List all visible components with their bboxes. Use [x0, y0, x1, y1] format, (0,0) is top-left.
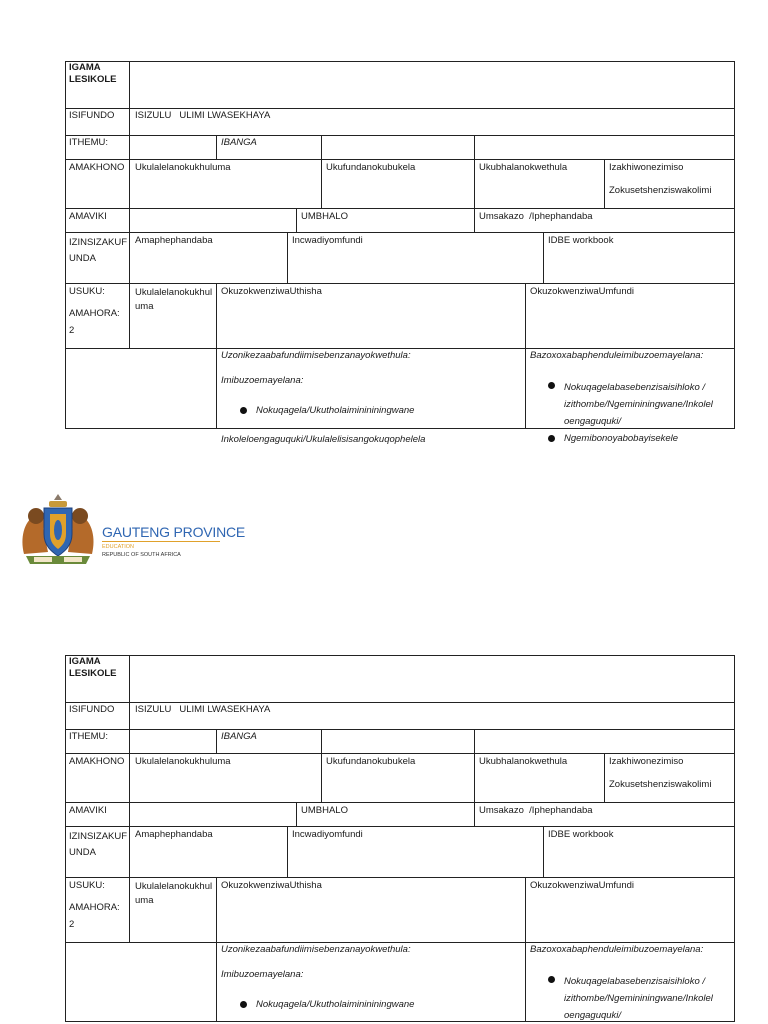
text-label: UMBHALO [301, 211, 348, 222]
learner-bullet-2: Ngemibonoyabobayisekele [564, 433, 679, 444]
teacher-activities-label: OkuzokwenziwaUthisha [221, 880, 322, 891]
resource-learner-book: Incwadiyomfundi [292, 829, 363, 840]
grade-label: IBANGA [221, 137, 257, 148]
teacher-instruction: Uzonikezaabafundiimisebenzanayokwethula: [221, 350, 411, 361]
skill-writing: Ukubhalanokwethula [479, 756, 568, 767]
learner-bullet-1: Nokuqagelabasebenzisaisihloko / izithombe/Ngemininingwane/Inkolel oengaguquki/ [564, 382, 713, 427]
learner-bullet-1: Nokuqagelabasebenzisaisihloko / izithombe/Ngemininingwane/Inkolel oengaguquki/ [564, 976, 713, 1021]
learner-instruction: Bazoxoxabaphenduleimibuzoemayelana: [530, 350, 704, 361]
activity-listening: Ukulalelanokukhuluma [135, 287, 213, 312]
resources-label: IZINSIZAKUFUNDA [69, 831, 128, 858]
learner-activities-label: OkuzokwenziwaUmfundi [530, 880, 635, 891]
skills-label: AMAKHONO [69, 162, 125, 173]
teacher-bullet-2: Inkoleloengaguquki/Ukulalelisisangokuqophelela [221, 434, 426, 445]
hours-label: AMAHORA: [69, 308, 120, 319]
skill-language-1: Izakhiwonezimiso [609, 162, 684, 173]
resource-workbook: IDBE workbook [548, 829, 614, 840]
subject-label: ISIFUNDO [69, 704, 115, 715]
skill-reading: Ukufundanokubukela [326, 756, 416, 767]
lesson-plan-form-1 [65, 61, 735, 451]
bullet-icon [548, 382, 555, 389]
skill-language-1: Izakhiwonezimiso [609, 756, 684, 767]
activity-listening: Ukulalelanokukhuluma [135, 881, 213, 906]
teacher-bullet-1: Nokuqagela/Ukutholaiminininingwane [256, 405, 415, 416]
skill-listening: Ukulalelanokukhuluma [135, 162, 231, 173]
school-name-label: IGAMA LESIKOLE [69, 62, 117, 85]
teacher-instruction: Uzonikezaabafundiimisebenzanayokwethula: [221, 944, 411, 955]
learner-instruction: Bazoxoxabaphenduleimibuzoemayelana: [530, 944, 704, 955]
weeks-label: AMAVIKI [69, 211, 107, 222]
subject-value: ISIZULU ULIMI LWASEKHAYA [135, 704, 271, 715]
hours-value: 2 [69, 325, 75, 336]
coat-of-arms-icon [16, 494, 100, 568]
teacher-activities-label: OkuzokwenziwaUthisha [221, 286, 322, 297]
date-label: USUKU: [69, 286, 105, 297]
skill-writing: Ukubhalanokwethula [479, 162, 568, 173]
skill-reading: Ukufundanokubukela [326, 162, 416, 173]
logo-title: GAUTENG PROVINCE [102, 524, 246, 540]
resource-newspaper: Amaphephandaba [135, 829, 213, 840]
resources-label: IZINSIZAKUFUNDA [69, 237, 128, 264]
source-label: Umsakazo /Iphephandaba [479, 211, 593, 222]
date-label: USUKU: [69, 880, 105, 891]
learner-activities-label: OkuzokwenziwaUmfundi [530, 286, 635, 297]
bullet-icon [240, 407, 247, 414]
skills-label: AMAKHONO [69, 756, 125, 767]
hours-label: AMAHORA: [69, 902, 120, 913]
source-label: Umsakazo /Iphephandaba [479, 805, 593, 816]
resource-learner-book: Incwadiyomfundi [292, 235, 363, 246]
text-label: UMBHALO [301, 805, 348, 816]
bullet-icon [240, 1001, 247, 1008]
resource-workbook: IDBE workbook [548, 235, 614, 246]
logo-subtitle-education: EDUCATION [102, 544, 134, 550]
subject-label: ISIFUNDO [69, 110, 115, 121]
hours-value: 2 [69, 919, 75, 930]
skill-language-2: Zokusetshenziswakolimi [609, 185, 712, 196]
skill-language-2: Zokusetshenziswakolimi [609, 779, 712, 790]
resource-newspaper: Amaphephandaba [135, 235, 213, 246]
bullet-icon [548, 435, 555, 442]
grade-label: IBANGA [221, 731, 257, 742]
theme-label: ITHEMU: [69, 731, 109, 742]
teacher-bullet-1: Nokuqagela/Ukutholaiminininingwane [256, 999, 415, 1010]
questions-about: Imibuzoemayelana: [221, 969, 304, 980]
gauteng-logo [16, 492, 246, 572]
questions-about: Imibuzoemayelana: [221, 375, 304, 386]
logo-divider [102, 541, 220, 542]
skill-listening: Ukulalelanokukhuluma [135, 756, 231, 767]
weeks-label: AMAVIKI [69, 805, 107, 816]
bullet-icon [548, 976, 555, 983]
theme-label: ITHEMU: [69, 137, 109, 148]
school-name-label: IGAMA LESIKOLE [69, 656, 117, 679]
subject-value: ISIZULU ULIMI LWASEKHAYA [135, 110, 271, 121]
lesson-plan-form-2 [65, 655, 735, 1024]
logo-subtitle-country: REPUBLIC OF SOUTH AFRICA [102, 552, 181, 558]
